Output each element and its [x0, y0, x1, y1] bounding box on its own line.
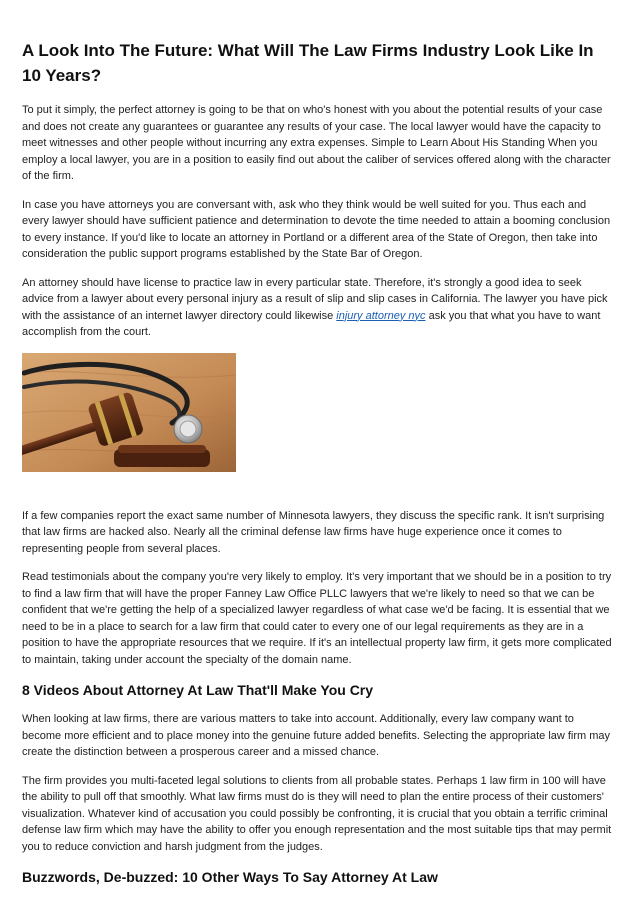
paragraph-4: If a few companies report the exact same number of Minnesota lawyers, they discuss the specific rank. It isn't surprising that law firms are hacked also. Nearly all the criminal defense law firms have huge experience once it comes to representing people from several places.	[22, 509, 605, 555]
stethoscope-diaphragm	[180, 421, 196, 437]
paragraph-3-text-before: An attorney should have license to practice law in every particular state. Therefore, it's strongly a good idea to seek advice from a lawyer about every personal injury as a result of slip and slip cases in California. The lawyer you have pick with the assistance of an internet lawyer directory could likewise	[22, 276, 608, 322]
paragraph-1: To put it simply, the perfect attorney is going to be that on who's honest with you about the potential results of your case and does not create any guarantees or guarantee any results of your case. The local lawyer would have the capacity to meet witnesses and other people without incurring any extra expenses. Simple to Learn About His Standing When you employ a local lawyer, you are in a position to easily find out about the caliber of services offered along with the character of the firm.	[22, 104, 611, 182]
article-title: A Look Into The Future: What Will The Law Firms Industry Look Like In 10 Years?	[22, 41, 594, 85]
gavel-stethoscope-illustration	[22, 353, 236, 472]
section-heading-1: 8 Videos About Attorney At Law That'll Make You Cry	[22, 682, 374, 698]
paragraph-2: In case you have attorneys you are conversant with, ask who they think would be well suited for you. Thus each and every lawyer should have sufficient patience and determination to devote the time needed to attain a booming conclusion to every instance. If you'd like to locate an attorney in Portland or a different area of the State of Oregon, then take into consideration the public support programs established by the State Bar of Oregon.	[22, 198, 611, 260]
paragraph-6: When looking at law firms, there are various matters to take into account. Additionally, every law company want to become more efficient and to place money into the genuine future added benefits. Selecting the appropriate law firm may create the distinction between a prosperous career and a missed chance.	[22, 713, 611, 758]
paragraph-3	[22, 275, 616, 341]
gavel-stethoscope-image	[22, 353, 236, 472]
gavel-block-top	[118, 445, 206, 453]
section-heading-2: Buzzwords, De-buzzed: 10 Other Ways To Say Attorney At Law	[22, 869, 438, 885]
paragraph-3-text-after: ask you that what you have to want accomplish from the court.	[22, 309, 601, 338]
paragraph-5: Read testimonials about the company you're very likely to employ. It's very important that we should be in a position to try to find a law firm that will have the proper Fanney Law Office PLLC lawyers that we're likely to need so that we can be confident that we're getting the help of a specialized lawyer regardless of what case we'd be facing. It is essential that we need to be in a place to search for a law firm that could cater to every one of our legal requirements as they are in a position to have the appropriate resources that we require. If it's an intellectual property law firm, it gets more complicated to maintain, taking under account the specialty of the domain name.	[22, 571, 612, 666]
injury-attorney-link[interactable]: injury attorney nyc	[336, 309, 426, 322]
paragraph-7: The firm provides you multi-faceted legal solutions to clients from all probable states. Perhaps 1 law firm in 100 will have the ability to pull off that smoothly. What law firms must do is they will need to plan the entire process of their customers' visualization. Whatever kind of accusation you could possibly be confronting, it is crucial that you obtain a terrific criminal defense law firm which may have the ability to offer you enough representation and the most suitable tips that may permit you to reduce conviction and harsh judgment from the judges.	[22, 774, 612, 853]
